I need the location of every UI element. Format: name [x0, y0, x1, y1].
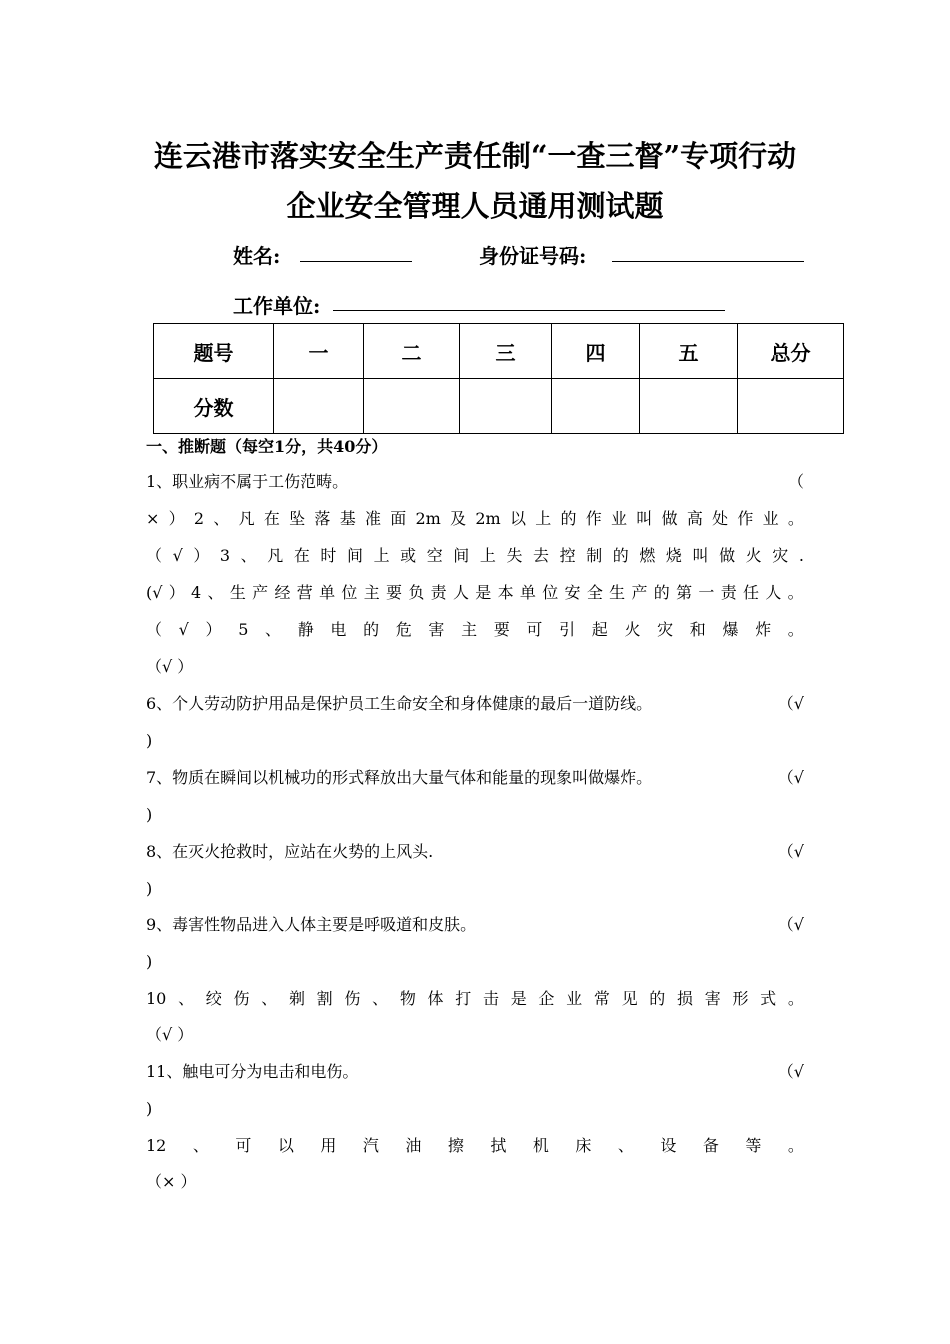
text-segment: 间	[346, 546, 363, 565]
answer-open: （√	[777, 915, 804, 934]
text-segment: 空	[426, 546, 443, 565]
text-segment: 全	[586, 583, 603, 602]
question-text: 11、触电可分为电击和电伤。	[146, 1062, 359, 1081]
text-segment: 2m	[475, 509, 501, 528]
text-segment: 一	[698, 583, 715, 602]
document-title-line1: 连云港市落实安全生产责任制“一查三督”专项行动	[153, 139, 797, 173]
answer-close: )	[146, 805, 153, 824]
text-segment: 经	[274, 583, 291, 602]
text-segment: 害	[428, 620, 445, 639]
text-segment: 体	[427, 989, 444, 1008]
text-segment: 准	[364, 509, 381, 528]
text-segment: 。	[787, 1136, 804, 1155]
text-segment: ）	[205, 620, 222, 639]
text-segment: 责	[720, 583, 737, 602]
text-segment: 油	[405, 1136, 422, 1155]
text-segment: 人	[452, 583, 469, 602]
text-segment: 12	[146, 1136, 167, 1155]
text-segment: 5	[238, 620, 249, 639]
text-segment: 绞	[205, 989, 222, 1008]
text-segment: （	[146, 546, 163, 565]
text-segment: 伤	[344, 989, 361, 1008]
answer-open: （	[787, 472, 804, 491]
text-segment: ）	[168, 583, 185, 602]
text-segment: 可	[526, 620, 543, 639]
text-segment: 以	[509, 509, 526, 528]
answer-close: )	[146, 879, 153, 898]
question-line-justified	[146, 1134, 804, 1158]
text-segment: 。	[787, 583, 804, 602]
workplace-input-line[interactable]	[333, 310, 725, 311]
text-segment: 和	[689, 620, 706, 639]
text-segment: 第	[676, 583, 693, 602]
text-segment: 位	[341, 583, 358, 602]
text-segment: 的	[649, 989, 666, 1008]
text-segment: 用	[320, 1136, 337, 1155]
question-text: 1、职业病不属于工伤范畴。	[146, 472, 349, 491]
text-segment: 静	[297, 620, 314, 639]
text-segment: 主	[363, 583, 380, 602]
text-segment: 在	[263, 509, 280, 528]
score-cell[interactable]	[738, 379, 844, 434]
name-input-line[interactable]	[300, 261, 412, 262]
question-line	[146, 766, 804, 790]
text-segment: 擦	[447, 1136, 464, 1155]
answer-close: )	[146, 1099, 153, 1118]
score-header-cell: 一	[274, 324, 364, 379]
score-header-cell: 题号	[154, 324, 274, 379]
id-number-input-line[interactable]	[612, 261, 804, 262]
workplace-label: 工作单位:	[233, 294, 321, 318]
score-cell[interactable]	[460, 379, 552, 434]
text-segment: 作	[737, 509, 754, 528]
answer-open: （√	[777, 768, 804, 787]
name-label: 姓名:	[233, 244, 281, 268]
answer-open: （√	[777, 842, 804, 861]
text-segment: 要	[493, 620, 510, 639]
text-segment: 见	[621, 989, 638, 1008]
text-segment: 2	[193, 509, 205, 528]
text-segment: 责	[430, 583, 447, 602]
text-segment: 危	[395, 620, 412, 639]
question-line	[146, 840, 804, 864]
text-segment: 可	[235, 1136, 252, 1155]
text-segment: 是	[510, 989, 527, 1008]
answer-line: （√ ）	[146, 657, 194, 676]
text-segment: 的	[363, 620, 380, 639]
score-header-cell: 三	[460, 324, 552, 379]
text-segment: 业	[566, 989, 583, 1008]
text-segment: 坠	[289, 509, 306, 528]
text-segment: 企	[538, 989, 555, 1008]
text-segment: 起	[591, 620, 608, 639]
text-segment: （	[146, 620, 163, 639]
question-line	[146, 692, 804, 716]
question-line-justified	[146, 618, 804, 642]
text-segment: 割	[316, 989, 333, 1008]
text-segment: 的	[560, 509, 577, 528]
text-segment: 业	[611, 509, 628, 528]
answer-line: （√ ）	[146, 1025, 194, 1044]
text-segment: 凡	[267, 546, 284, 565]
text-segment: 控	[559, 546, 576, 565]
text-segment: 在	[293, 546, 310, 565]
text-segment: 、	[178, 989, 195, 1008]
question-line-justified	[146, 987, 804, 1011]
answer-open: （√	[777, 694, 804, 713]
text-segment: 业	[762, 509, 779, 528]
text-segment: 。	[787, 989, 804, 1008]
text-segment: 高	[686, 509, 703, 528]
id-number-label: 身份证号码:	[479, 244, 587, 268]
text-segment: 基	[339, 509, 356, 528]
text-segment: 爆	[722, 620, 739, 639]
text-segment: 要	[386, 583, 403, 602]
text-segment: 4	[191, 583, 202, 602]
text-segment: √	[178, 620, 189, 639]
text-segment: 叫	[636, 509, 653, 528]
text-segment: 物	[399, 989, 416, 1008]
text-segment: ）	[168, 509, 185, 528]
text-segment: 伤	[233, 989, 250, 1008]
text-segment: 负	[408, 583, 425, 602]
text-segment: 10	[146, 989, 167, 1008]
text-segment: 炸	[755, 620, 772, 639]
text-segment: 人	[765, 583, 782, 602]
answer-close: )	[146, 952, 153, 971]
text-segment: 落	[314, 509, 331, 528]
score-header-cell: 五	[640, 324, 738, 379]
score-header-cell: 二	[364, 324, 460, 379]
text-segment: 灾	[772, 546, 789, 565]
text-segment: .	[798, 546, 804, 565]
text-segment: 以	[277, 1136, 294, 1155]
score-row-label: 分数	[154, 379, 274, 434]
text-segment: 主	[461, 620, 478, 639]
text-segment: 任	[743, 583, 760, 602]
text-segment: 等	[745, 1136, 762, 1155]
text-segment: 做	[719, 546, 736, 565]
score-cell[interactable]	[640, 379, 738, 434]
text-segment: 的	[612, 546, 629, 565]
text-segment: 及	[450, 509, 467, 528]
text-segment: 损	[677, 989, 694, 1008]
text-segment: 打	[455, 989, 472, 1008]
text-segment: 生	[609, 583, 626, 602]
text-segment: 失	[506, 546, 523, 565]
text-segment: 叫	[692, 546, 709, 565]
text-segment: 、	[192, 1136, 209, 1155]
text-segment: 火	[745, 546, 762, 565]
question-line-justified	[146, 544, 804, 568]
text-segment: 产	[631, 583, 648, 602]
text-segment: 间	[453, 546, 470, 565]
text-segment: 去	[533, 546, 550, 565]
question-text: 6、个人劳动防护用品是保护员工生命安全和身体健康的最后一道防线。	[146, 694, 653, 713]
question-text: 9、毒害性物品进入人体主要是呼吸道和皮肤。	[146, 915, 477, 934]
text-segment: 剃	[288, 989, 305, 1008]
score-cell[interactable]	[364, 379, 460, 434]
text-segment: 面	[390, 509, 407, 528]
text-segment: 时	[320, 546, 337, 565]
text-segment: 凡	[238, 509, 255, 528]
text-segment: 、	[261, 989, 278, 1008]
question-line	[146, 470, 804, 494]
text-segment: 安	[564, 583, 581, 602]
question-text: 8、在灭火抢救时，应站在火势的上风头.	[146, 842, 434, 861]
text-segment: 单	[319, 583, 336, 602]
text-segment: 害	[704, 989, 721, 1008]
text-segment: 。	[787, 509, 804, 528]
answer-close: )	[146, 731, 153, 750]
score-header-cell: 四	[552, 324, 640, 379]
text-segment: 3	[219, 546, 231, 565]
question-line	[146, 1060, 804, 1084]
text-segment: 2m	[415, 509, 441, 528]
score-cell[interactable]	[274, 379, 364, 434]
text-segment: 常	[593, 989, 610, 1008]
text-segment: 、	[207, 583, 224, 602]
text-segment: 单	[519, 583, 536, 602]
text-segment: 、	[213, 509, 230, 528]
text-segment: 生	[229, 583, 246, 602]
text-segment: 位	[542, 583, 559, 602]
text-segment: ）	[193, 546, 210, 565]
question-line-justified	[146, 581, 804, 605]
text-segment: 营	[296, 583, 313, 602]
text-segment: 、	[372, 989, 389, 1008]
score-cell[interactable]	[552, 379, 640, 434]
question-text: 7、物质在瞬间以机械功的形式释放出大量气体和能量的现象叫做爆炸。	[146, 768, 653, 787]
answer-line: （× ）	[146, 1172, 197, 1191]
text-segment: 式	[760, 989, 777, 1008]
text-segment: 上	[373, 546, 390, 565]
text-segment: 制	[586, 546, 603, 565]
text-segment: 或	[400, 546, 417, 565]
text-segment: 击	[482, 989, 499, 1008]
answer-open: （√	[777, 1062, 804, 1081]
text-segment: √	[172, 546, 183, 565]
question-line-justified	[146, 507, 804, 531]
section-heading: 一、推断题（每空1分，共40分）	[146, 437, 388, 456]
text-segment: 、	[617, 1136, 634, 1155]
score-header-cell: 总分	[738, 324, 844, 379]
text-segment: 汽	[362, 1136, 379, 1155]
text-segment: 做	[661, 509, 678, 528]
text-segment: 设	[660, 1136, 677, 1155]
text-segment: ×	[146, 509, 160, 528]
text-segment: 机	[532, 1136, 549, 1155]
document-title-line2: 企业安全管理人员通用测试题	[286, 189, 664, 223]
text-segment: 电	[330, 620, 347, 639]
text-segment: 、	[265, 620, 282, 639]
text-segment: 燃	[639, 546, 656, 565]
text-segment: 上	[535, 509, 552, 528]
question-line	[146, 913, 804, 937]
text-segment: 是	[475, 583, 492, 602]
score-table-header-row	[154, 324, 844, 379]
text-segment: 拭	[490, 1136, 507, 1155]
text-segment: 产	[252, 583, 269, 602]
score-table	[153, 323, 844, 434]
text-segment: 处	[712, 509, 729, 528]
text-segment: 作	[585, 509, 602, 528]
text-segment: 上	[479, 546, 496, 565]
text-segment: 。	[787, 620, 804, 639]
text-segment: 引	[559, 620, 576, 639]
text-segment: 本	[497, 583, 514, 602]
text-segment: 形	[732, 989, 749, 1008]
text-segment: 、	[240, 546, 257, 565]
text-segment: 备	[702, 1136, 719, 1155]
text-segment: (√	[146, 583, 163, 602]
text-segment: 灾	[657, 620, 674, 639]
text-segment: 火	[624, 620, 641, 639]
score-table-score-row	[154, 379, 844, 434]
text-segment: 床	[575, 1136, 592, 1155]
text-segment: 的	[653, 583, 670, 602]
text-segment: 烧	[665, 546, 682, 565]
